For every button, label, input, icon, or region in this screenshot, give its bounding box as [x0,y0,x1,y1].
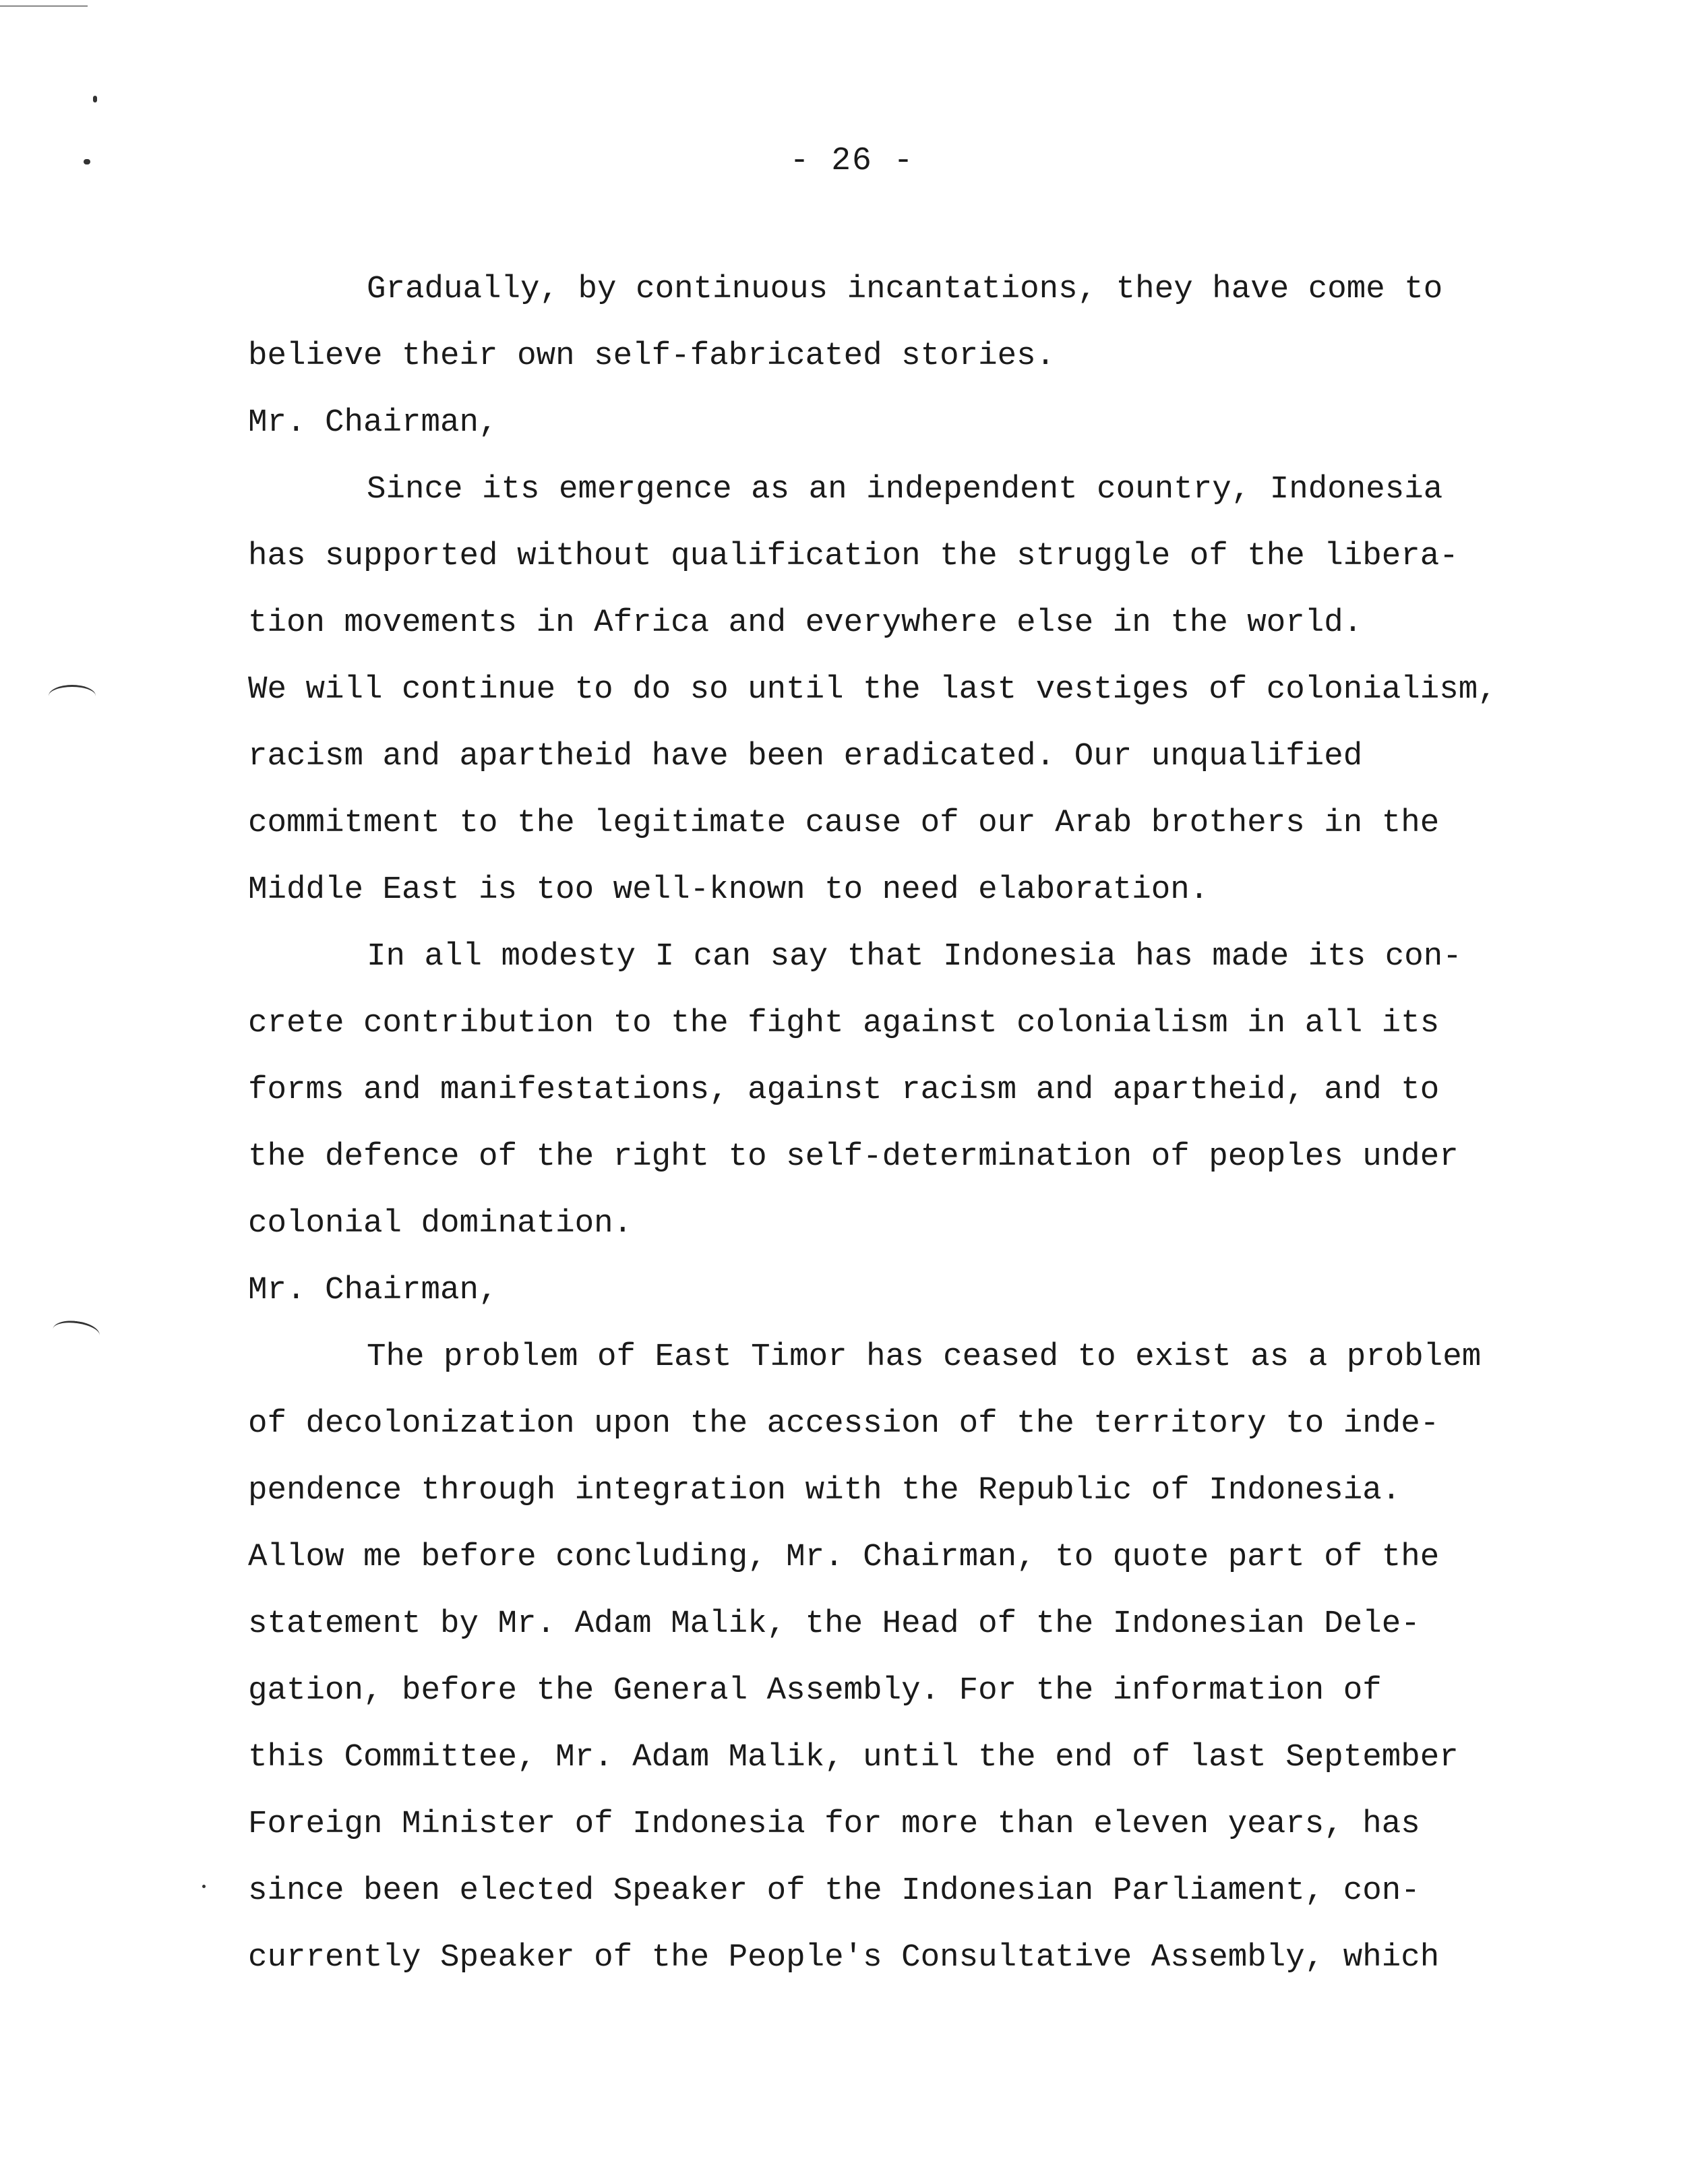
text-line: currently Speaker of the People's Consultative Assembly, which [248,1939,1440,1976]
salutation: Mr. Chairman, [248,404,498,441]
text-line: has supported without qualification the struggle of the libera- [248,538,1459,574]
text-line: of decolonization upon the accession of the territory to inde- [248,1405,1440,1442]
text-line: crete contribution to the fight against colonialism in all its [248,1005,1440,1041]
text-line: In all modesty I can say that Indonesia has made its con- [367,938,1462,975]
text-line: commitment to the legitimate cause of our Arab brothers in the [248,805,1440,841]
text-line: Middle East is too well-known to need elaboration. [248,872,1209,908]
text-line: colonial domination. [248,1205,633,1242]
text-line: believe their own self-fabricated stories. [248,338,1056,374]
text-line: this Committee, Mr. Adam Malik, until the end of last September [248,1739,1459,1776]
text-line: since been elected Speaker of the Indonesian Parliament, con- [248,1873,1420,1909]
text-line: pendence through integration with the Republic of Indonesia. [248,1472,1401,1509]
salutation: Mr. Chairman, [248,1272,498,1308]
document-body [248,256,1569,1991]
page-number: - 26 - [789,143,915,179]
scan-speck [93,96,97,102]
text-line: statement by Mr. Adam Malik, the Head of the Indonesian Dele- [248,1606,1420,1642]
text-line: Allow me before concluding, Mr. Chairman, to quote part of the [248,1539,1440,1575]
text-line: the defence of the right to self-determination of peoples under [248,1139,1459,1175]
scan-edge-mark [0,5,88,7]
margin-mark [49,685,96,707]
text-line: forms and manifestations, against racism and apartheid, and to [248,1072,1440,1108]
text-line: Since its emergence as an independent country, Indonesia [367,471,1443,508]
text-line: Foreign Minister of Indonesia for more than eleven years, has [248,1806,1420,1842]
text-line: tion movements in Africa and everywhere else in the world. [248,605,1363,641]
text-line: Gradually, by continuous incantations, they have come to [367,271,1443,307]
text-line: We will continue to do so until the last vestiges of colonialism, [248,671,1497,708]
scan-speck [202,1885,206,1888]
text-line: gation, before the General Assembly. For the information of [248,1672,1382,1709]
margin-mark [51,1318,101,1346]
text-line: The problem of East Timor has ceased to exist as a problem [367,1339,1482,1375]
text-line: racism and apartheid have been eradicated. Our unqualified [248,738,1363,775]
